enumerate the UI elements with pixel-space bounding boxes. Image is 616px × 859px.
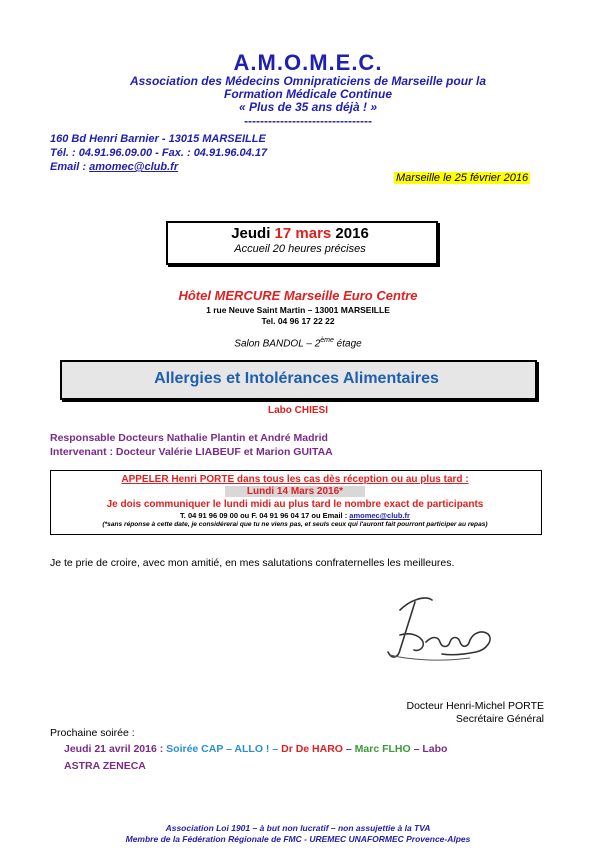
event-day: Jeudi (231, 225, 275, 242)
header-divider: -------------------------------- (244, 114, 372, 128)
next-event-line (64, 743, 447, 755)
next-event-speaker: Dr De HARO (281, 743, 343, 755)
event-date (166, 225, 434, 242)
rsvp-email-link[interactable]: amomec@club.fr (349, 511, 410, 520)
event-date-highlight: 17 mars (274, 225, 332, 242)
rsvp-contacts-text: T. 04 91 96 09 00 ou F. 04 91 96 04 17 ou Email : (180, 511, 350, 520)
venue-tel: Tel. 04 96 17 22 22 (261, 316, 335, 326)
handwritten-signature (370, 580, 510, 680)
rsvp-footnote: (*sans réponse à cette date, je considérerai que tu ne viens pas, et seuls ceux qui l'auront fait pourront participer au repas) (102, 521, 488, 528)
contact-email-line (50, 161, 178, 173)
next-event-labo-name: ASTRA ZENECA (64, 760, 146, 772)
footer-line1: Association Loi 1901 – à but non lucratif – non assujettie à la TVA (165, 823, 431, 833)
next-event-labo: – Labo (410, 743, 448, 755)
signatory-role: Secrétaire Général (455, 713, 544, 725)
closing-sentence: Je te prie de croire, avec mon amitié, en mes salutations confraternelles les meilleures. (50, 557, 455, 569)
venue-salon (0, 337, 596, 349)
next-event-marc: Marc FLHO (354, 743, 411, 755)
salon-sup: ème (320, 337, 334, 344)
rsvp-call-line: APPELER Henri PORTE dans tous les cas dès réception ou au plus tard : (121, 474, 469, 485)
responsables: Responsable Docteurs Nathalie Plantin et André Madrid (50, 432, 328, 444)
letter-date: Marseille le 25 février 2016 (396, 172, 529, 184)
topic-title: Allergies et Intolérances Alimentaires (154, 370, 439, 387)
organization-subtitle-line1: Association des Médecins Omnipraticiens de Marseille pour la (129, 74, 487, 88)
organization-subtitle-line2: Formation Médicale Continue (223, 87, 392, 101)
next-event-soiree: Soirée CAP – ALLO ! – (166, 743, 282, 755)
next-event-label: Prochaine soirée : (50, 727, 135, 739)
labo-name: Labo CHIESI (267, 405, 328, 416)
rsvp-contacts (50, 511, 540, 520)
intervenants: Intervenant : Docteur Valérie LIABEUF et Marion GUITAA (50, 446, 333, 458)
next-event-sep: – (342, 743, 355, 755)
event-year: 2016 (331, 225, 369, 242)
email-label: Email : (50, 161, 90, 173)
venue-street: 1 rue Neuve Saint Martin – 13001 MARSEILLE (206, 305, 390, 315)
contact-phone-fax: Tél. : 04.91.96.09.00 - Fax. : 04.91.96.04.17 (50, 147, 268, 159)
rsvp-deadline: Lundi 14 Mars 2016* (225, 486, 365, 497)
venue-hotel: Hôtel MERCURE Marseille Euro Centre (178, 288, 418, 303)
footer-line2: Membre de la Fédération Régionale de FMC - UREMEC UNAFORMEC Provence-Alpes (125, 834, 471, 844)
email-link[interactable]: amomec@club.fr (89, 161, 179, 173)
salon-floor: étage (333, 338, 362, 350)
organization-tagline: « Plus de 35 ans déjà ! » (238, 100, 378, 114)
event-accueil: Accueil 20 heures précises (234, 243, 366, 255)
organization-title: A.M.O.M.E.C. (233, 50, 383, 75)
contact-address: 160 Bd Henri Barnier - 13015 MARSEILLE (50, 133, 266, 145)
salon-text: Salon BANDOL – 2 (234, 338, 321, 350)
signatory-name: Docteur Henri-Michel PORTE (406, 700, 544, 712)
next-event-date: Jeudi 21 avril 2016 : (64, 743, 167, 755)
rsvp-note: Je dois communiquer le lundi midi au plus tard le nombre exact de participants (106, 499, 484, 510)
